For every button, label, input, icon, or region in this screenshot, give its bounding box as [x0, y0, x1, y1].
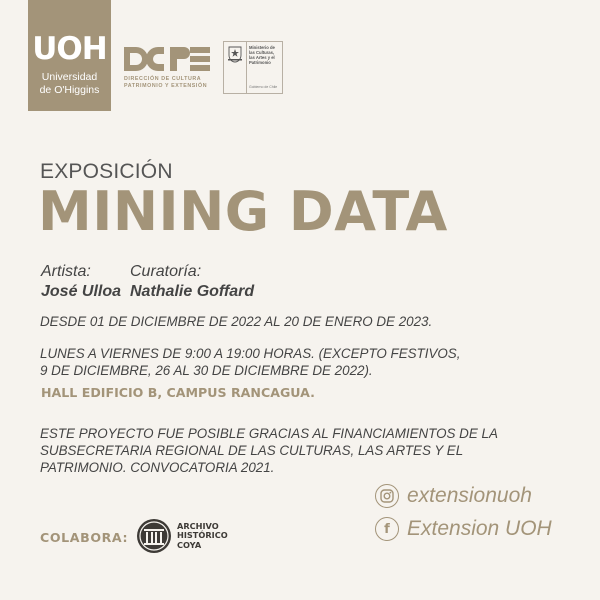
exhibition-kicker: EXPOSICIÓN [40, 160, 173, 183]
dcpe-subtitle-line1: DIRECCIÓN DE CULTURA [124, 76, 202, 82]
curator-name: Nathalie Goffard [130, 283, 255, 300]
dcpe-subtitle-line2: PATRIMONIO Y EXTENSIÓN [124, 83, 208, 89]
gobierno-footer: Gobierno de Chile [249, 85, 278, 89]
funding-note [40, 425, 498, 476]
funding-line1: ESTE PROYECTO FUE POSIBLE GRACIAS AL FINANCIAMIENTOS DE LA [40, 426, 498, 441]
archivo-line2: HISTÓRICO [177, 530, 228, 541]
artist-name: José Ulloa [41, 283, 122, 300]
gobierno-line1: Ministerio de [249, 45, 275, 50]
gobierno-line3: las Artes y el [249, 55, 275, 60]
venue: HALL EDIFICIO B, CAMPUS RANCAGUA. [41, 385, 315, 400]
uoh-mark: UOH [32, 31, 107, 67]
uoh-name-line1: Universidad [41, 71, 98, 83]
instagram-icon [375, 484, 399, 508]
gobierno-logo [223, 41, 283, 94]
instagram-link[interactable] [375, 483, 532, 509]
dcpe-mark [124, 47, 214, 71]
facebook-handle: Extension UOH [407, 517, 552, 540]
funding-line3: PATRIMONIO. CONVOCATORIA 2021. [40, 460, 275, 475]
opening-hours-line2: 9 DE DICIEMBRE, 26 AL 30 DE DICIEMBRE DE 2022). [40, 363, 373, 378]
archivo-emblem-icon [136, 518, 172, 554]
archivo-line3: COYA [177, 539, 202, 550]
dcpe-subtitle [124, 76, 214, 90]
archivo-name [177, 522, 228, 551]
uoh-name-line2: de O'Higgins [39, 84, 100, 96]
gobierno-line4: Patrimonio [249, 60, 271, 65]
facebook-icon: f [375, 517, 399, 541]
artist-credit [41, 262, 121, 302]
instagram-handle: extensionuoh [407, 484, 532, 507]
opening-hours-line1: LUNES A VIERNES DE 9:00 A 19:00 HORAS. (EXCEPTO FESTIVOS, [40, 346, 461, 361]
chile-shield-icon [224, 42, 247, 93]
exhibition-title: MINING DATA [38, 180, 448, 243]
curator-label: Curatoría: [130, 263, 202, 280]
opening-hours [40, 345, 460, 379]
gobierno-name [249, 45, 275, 65]
exhibition-dates: DESDE 01 DE DICIEMBRE DE 2022 AL 20 DE ENERO DE 2023. [40, 314, 433, 329]
artist-label: Artista: [41, 263, 91, 280]
archivo-historico-coya-logo [136, 518, 228, 554]
uoh-name [28, 71, 111, 97]
archivo-line1: ARCHIVO [177, 520, 219, 531]
dcpe-logo [124, 47, 214, 90]
collaborator-label: COLABORA: [40, 530, 129, 545]
gobierno-line2: las Culturas, [249, 50, 275, 55]
curator-credit [130, 262, 254, 302]
facebook-link[interactable] [375, 516, 552, 542]
funding-line2: SUBSECRETARIA REGIONAL DE LAS CULTURAS, LAS ARTES Y EL [40, 443, 464, 458]
uoh-logo [28, 0, 111, 111]
